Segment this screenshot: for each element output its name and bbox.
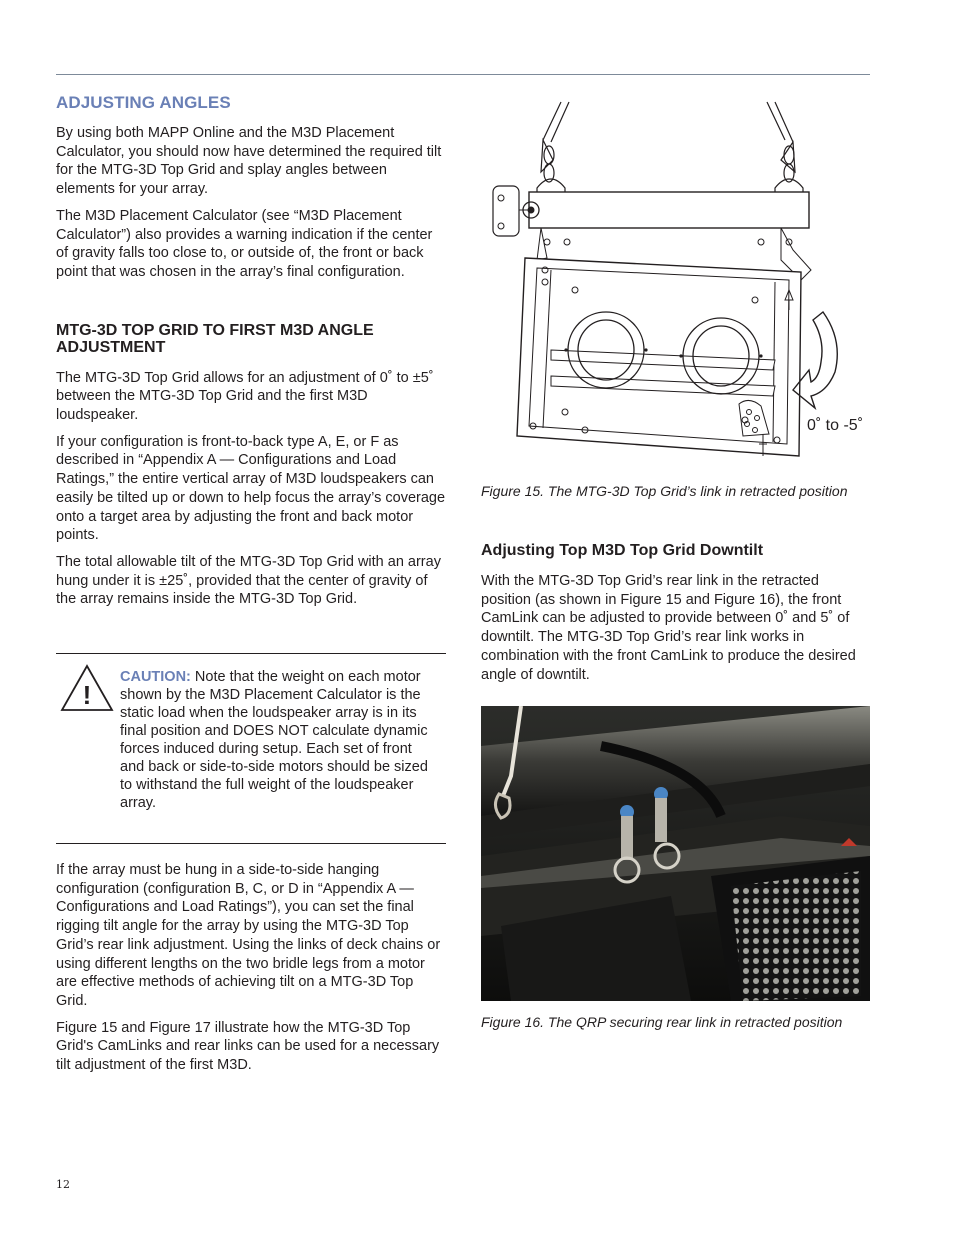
paragraph: By using both MAPP Online and the M3D Placement Calculator, you should now have determined the required tilt for the MTG-3D Top Grid and splay angles between elements for your array. (56, 125, 442, 198)
warning-symbol: ! (82, 680, 92, 710)
paragraph: With the MTG-3D Top Grid’s rear link in the retracted position (as shown in Figure 15 and Figure 16), the front CamLink can be adjusted to provide between 0˚ and 5˚ of downtilt. The MTG-3D Top Grid’s rear link works in combination with the front CamLink to produce the desired angle of downtilt. (481, 573, 856, 683)
figure-16-caption-wrap (481, 1013, 870, 1031)
paragraph: If your configuration is front-to-back type A, E, or F as described in “Appendix A — Configurations and Load Ratings,” the entire vertical array of M3D loudspeakers can easily be tilted up or down to help focus the array’s coverage onto a target area by adjusting the front and back motor points. (56, 433, 446, 544)
paragraph: The total allowable tilt of the MTG-3D Top Grid with an array hung under it is ±25˚, provided that the center of gravity of the array remains inside the MTG-3D Top Grid. (56, 553, 441, 608)
paragraph: The MTG-3D Top Grid allows for an adjustment of 0˚ to ±5˚ between the MTG-3D Top Grid and the first M3D loudspeaker. (56, 369, 434, 424)
paragraph: Figure 15 and Figure 17 illustrate how the MTG-3D Top Grid's CamLinks and rear links can be used for a necessary tilt adjustment of the first M3D. (56, 1019, 440, 1074)
caution-label: CAUTION: (120, 669, 191, 685)
left-column (56, 90, 446, 617)
left-column-bottom (56, 861, 446, 1083)
caution-text (120, 668, 430, 812)
figure-caption: Figure 15. The MTG-3D Top Grid’s link in retracted position (481, 483, 848, 499)
tilt-range-label: 0˚ to -5˚ (807, 417, 864, 434)
figure-15-caption-wrap (481, 482, 870, 500)
figure-15-illustration (481, 100, 870, 470)
subsection-heading: Adjusting Top M3D Top Grid Downtilt (481, 542, 764, 559)
top-rule (56, 74, 870, 75)
figure-caption: Figure 16. The QRP securing rear link in retracted position (481, 1014, 843, 1030)
right-column-text (481, 542, 870, 692)
paragraph: If the array must be hung in a side-to-side hanging configuration (configuration B, C, or D in “Appendix A — Configurations and Load Ratings”), you can set the final rigging tilt angle for the array by using the MTG-3D Top Grid’s rear link adjustment. Using the links of deck chains or using different lengths on the two bridle legs from a motor are effective methods of achieving tilt on a MTG-3D Top Grid. (56, 862, 441, 1009)
paragraph: The M3D Placement Calculator (see “M3D Placement Calculator”) also provides a warning indication if the center of gravity falls too close to, or outside of, the front or back point that was chosen in the array’s final configuration. (56, 207, 433, 280)
page-number: 12 (56, 1178, 70, 1191)
figure-16-photo (481, 706, 870, 1001)
section-heading: ADJUSTING ANGLES (56, 93, 231, 112)
warning-triangle-icon (60, 664, 114, 712)
subsection-heading: MTG-3D TOP GRID TO FIRST M3D ANGLE ADJUSTMENT (56, 321, 374, 356)
caution-box (56, 653, 446, 844)
caution-body: Note that the weight on each motor shown by the M3D Placement Calculator is the static load when the loudspeaker array is in its final position and DOES NOT calculate dynamic forces induced during setup. Each set of front and back or side-to-side motors should be sized to withstand the full weight of the loudspeaker array. (120, 669, 428, 811)
